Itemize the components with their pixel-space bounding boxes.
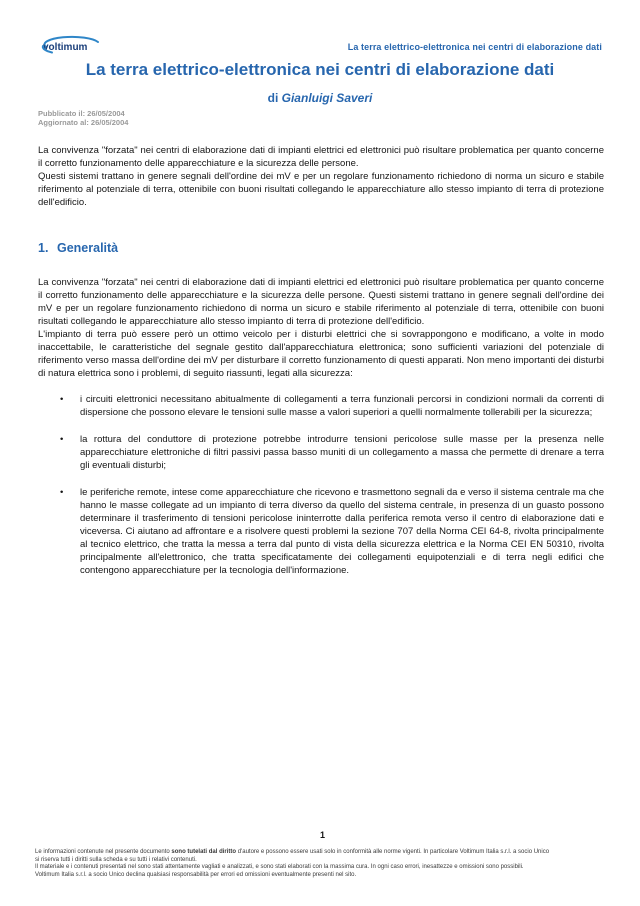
bullet-icon: • bbox=[60, 487, 64, 498]
disclaimer-text: d'autore e possono essere usati solo in conformità alle norme vigenti. In particolare Voltimum Italia s.r.l. a socio Unico bbox=[236, 849, 550, 855]
intro-paragraph-1: La convivenza "forzata" nei centri di elaborazione dati di impianti elettrici ed elettronici può risultare problematica per quanto concerne il corretto funzionamento delle apparecchiature e la sicurezza delle persone. bbox=[38, 145, 604, 169]
bullet-text: la rottura del conduttore di protezione potrebbe introdurre tensioni pericolose sulle masse per la presenza nelle apparecchiature elettroniche di filtri passivi passa basso muniti di un collegamento a massa che permette di drenare a terra gli eventuali disturbi; bbox=[80, 434, 604, 471]
list-item bbox=[38, 486, 604, 577]
disclaimer-line-2: si riserva tutti i diritti sulla scheda e su tutti i relativi contenuti. bbox=[35, 856, 197, 863]
legal-disclaimer bbox=[35, 849, 610, 879]
intro-paragraph-2: Questi sistemi trattano in genere segnali dell'ordine dei mV e per un regolare funzionamento richiedono di norma un sicuro e stabile riferimento al potenziale di terra, ottenibile con buoni risultati collegando le apparecchiature allo stesso impianto di terra di protezione dell'edificio. bbox=[38, 171, 604, 208]
section-label: Generalità bbox=[57, 241, 119, 255]
voltimum-logo-icon bbox=[38, 34, 102, 58]
running-header-title: La terra elettrico-elettronica nei centri di elaborazione dati bbox=[347, 42, 602, 52]
bullet-list bbox=[38, 393, 604, 577]
byline-prefix: di bbox=[267, 91, 282, 105]
section-heading-generalita bbox=[38, 242, 604, 255]
disclaimer-line-1 bbox=[35, 849, 610, 857]
disclaimer-text: Le informazioni contenute nel presente documento bbox=[35, 849, 172, 855]
list-item bbox=[38, 393, 604, 419]
page-footer bbox=[35, 830, 610, 879]
published-date: Pubblicato il: 26/05/2004 bbox=[38, 109, 125, 118]
page-title: La terra elettrico-elettronica nei centri di elaborazione dati bbox=[85, 60, 555, 79]
publication-meta bbox=[38, 109, 128, 127]
section1-paragraph-1: La convivenza "forzata" nei centri di elaborazione dati di impianti elettrici ed elettronici può risultare problematica per quanto concerne il corretto funzionamento delle apparecchiature e la sicurezza delle persone. Questi sistemi trattano in genere segnali dell'ordine dei mV e per un regolare funzionamento richiedono di norma un sicuro e stabile riferimento al potenziale di terra, ottenibile con buoni risultati collegando le apparecchiature allo stesso impianto di terra di protezione dell'edificio. bbox=[38, 277, 604, 327]
svg-text:voltimum: voltimum bbox=[43, 42, 88, 53]
page-number: 1 bbox=[319, 830, 325, 840]
document-body bbox=[38, 144, 604, 577]
updated-date: Aggiornato al: 26/05/2004 bbox=[38, 118, 129, 127]
list-item bbox=[38, 433, 604, 472]
bullet-text: i circuiti elettronici necessitano abitualmente di collegamenti a terra funzionali percorsi in condizioni normali da correnti di dispersione che possono elevare le tensioni sulle masse a valori superiori a quelli normalmente tollerabili per la sicurezza; bbox=[80, 394, 604, 418]
byline bbox=[0, 91, 640, 105]
bullet-icon: • bbox=[60, 394, 64, 405]
disclaimer-line-4: Voltimum Italia s.r.l. a socio Unico declina qualsiasi responsabilità per errori ed omissioni eventualmente presenti nel sito. bbox=[35, 871, 357, 878]
bullet-text: le periferiche remote, intese come apparecchiature che ricevono e trasmettono segnali da e verso il sistema centrale ma che hanno le masse collegate ad un impianto di terra diverso da quello del sistema centrale, in presenza di un guasto possono determinare il trasferimento di tensioni pericolose ininterrotte dalla periferica remota verso il centro di elaborazione dati e viceversa. Ci aiutano ad affrontare e a risolvere questi problemi la sezione 707 della Norma CEI 64-8, rivolta principalmente al tecnico elettrico, che tratta la messa a terra dal punto di vista della sicurezza elettrica e la Norma CEI EN 50310, rivolta principalmente all'elettronico, che tratta specificatamente dei collegamenti equipotenziali e di terra negli edifici che contengono apparecchiature per la tecnologia dell'informazione. bbox=[80, 487, 604, 576]
disclaimer-bold-text: sono tutelati dal diritto bbox=[171, 849, 237, 855]
section-number: 1. bbox=[38, 241, 49, 255]
byline-author: Gianluigi Saveri bbox=[281, 91, 373, 105]
disclaimer-line-3: Il materiale e i contenuti presentati nel sono stati attentamente vagliati e analizzati, e sono stati elaborati con la massima cura. In ogni caso errori, inesattezze e omissioni sono possibili. bbox=[35, 864, 524, 870]
page-header bbox=[38, 34, 602, 58]
section1-paragraph-2: L'impianto di terra può essere però un ottimo veicolo per i disturbi elettrici che si sovrappongono e modificano, a volte in modo inaccettabile, le caratteristiche del segnale gestito dall'apparecchiatura elettronica; sono sufficienti variazioni del potenziale di riferimento verso massa dell'ordine dei mV per disturbare il corretto funzionamento di questi apparati. Non meno importanti dei disturbi di natura elettrica sono i problemi, di seguito riassunti, legati alla sicurezza: bbox=[38, 329, 604, 379]
bullet-icon: • bbox=[60, 434, 64, 445]
